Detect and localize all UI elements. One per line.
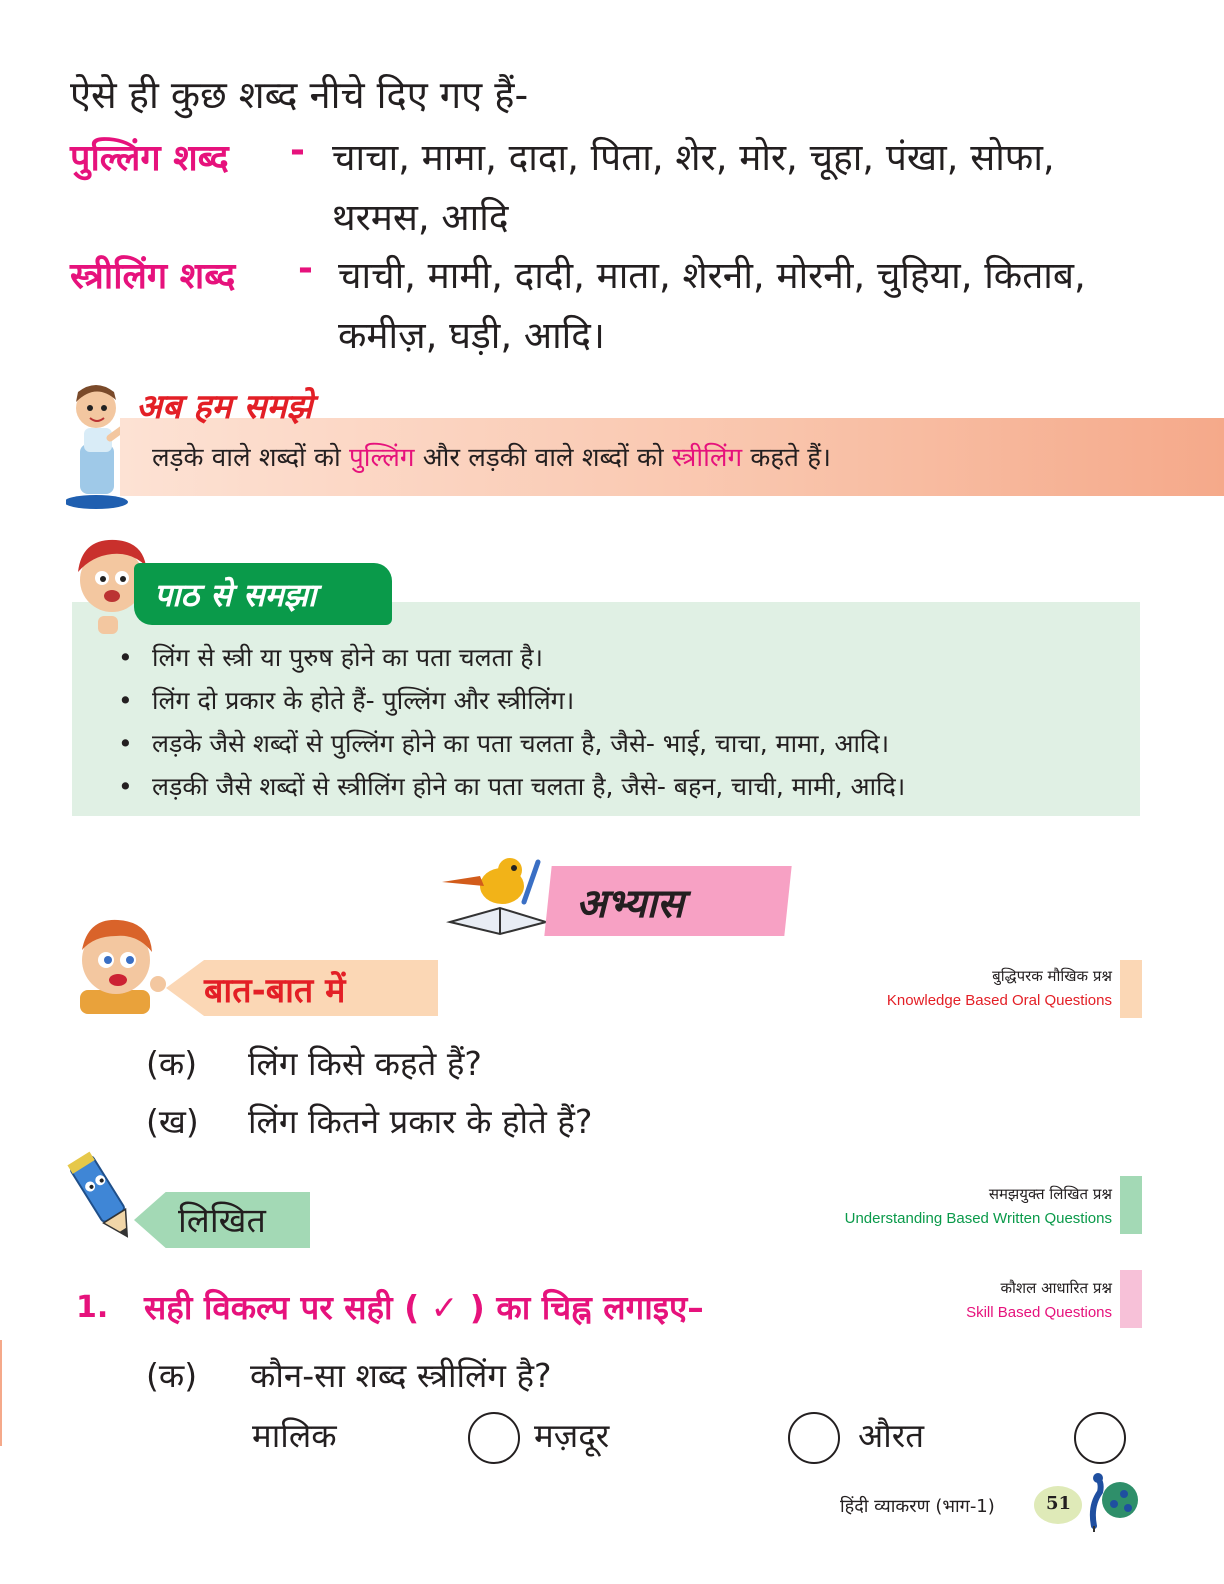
written-label-english: Understanding Based Written Questions — [844, 1210, 1112, 1227]
option-checkbox[interactable] — [468, 1412, 520, 1464]
oral-question-marker: (ख) — [146, 1102, 199, 1141]
feminine-words-line2: कमीज़, घड़ी, आदि। — [338, 314, 605, 357]
option-label: औरत — [858, 1416, 925, 1455]
skill-label-english: Skill Based Questions — [966, 1304, 1112, 1321]
likhit-heading: लिखित — [178, 1201, 266, 1241]
oral-question-marker: (क) — [146, 1044, 198, 1083]
summary-point: • लड़की जैसे शब्दों से स्त्रीलिंग होने का पता चलता है, जैसे- बहन, चाची, मामी, आदि। — [152, 765, 905, 808]
option-checkbox[interactable] — [788, 1412, 840, 1464]
masculine-label: पुल्लिंग शब्द — [70, 138, 229, 179]
feminine-dash: - — [298, 248, 313, 289]
definition-banner — [120, 418, 1224, 496]
oral-question-text: लिंग किसे कहते हैं? — [248, 1044, 482, 1083]
option-checkbox[interactable] — [1074, 1412, 1126, 1464]
sub-question-text: कौन-सा शब्द स्त्रीलिंग है? — [250, 1356, 552, 1395]
skill-label-hindi: कौशल आधारित प्रश्न — [1000, 1279, 1112, 1297]
sub-question-marker: (क) — [146, 1356, 198, 1395]
abhyas-heading: अभ्यास — [576, 880, 684, 927]
boy-waving-illustration — [72, 910, 168, 1014]
oral-label-english: Knowledge Based Oral Questions — [886, 992, 1112, 1009]
masculine-dash: - — [290, 130, 305, 171]
book-title: हिंदी व्याकरण (भाग-1) — [840, 1496, 995, 1517]
question-number: 1. — [76, 1290, 109, 1325]
skill-label-bar — [1120, 1270, 1142, 1328]
oral-question-label — [887, 966, 1112, 1009]
term-pulling: पुल्लिंग — [348, 443, 415, 473]
masculine-words-line2: थरमस, आदि — [332, 196, 509, 239]
masculine-words-line1: चाचा, मामा, दादा, पिता, शेर, मोर, चूहा, पंखा, सोफा, — [332, 136, 1055, 179]
page-number: 51 — [1046, 1493, 1072, 1514]
option-label: मालिक — [252, 1416, 337, 1455]
ab-ham-samjhe-heading: अब हम समझे — [136, 387, 313, 427]
definition-text — [152, 438, 831, 474]
written-label-bar — [1120, 1176, 1142, 1234]
summary-list — [72, 636, 905, 808]
oral-question-text: लिंग कितने प्रकार के होते हैं? — [248, 1102, 593, 1141]
margin-line — [0, 1340, 2, 1446]
bird-writing-illustration — [440, 852, 552, 936]
intro-line: ऐसे ही कुछ शब्द नीचे दिए गए हैं- — [70, 73, 529, 117]
definition-text-mid: और लड़की वाले शब्दों को — [422, 443, 664, 473]
oral-label-bar — [1120, 960, 1142, 1018]
feminine-words-line1: चाची, मामी, दादी, माता, शेरनी, मोरनी, चुहिया, किताब, — [338, 254, 1086, 297]
peacock-icon — [1080, 1470, 1140, 1534]
definition-text-before: लड़के वाले शब्दों को — [152, 443, 341, 473]
path-se-samjha-heading: पाठ से समझा — [154, 576, 317, 614]
written-question-label — [845, 1184, 1112, 1227]
summary-box — [72, 602, 1140, 816]
baat-baat-mein-heading: बात-बात में — [204, 971, 346, 1011]
term-striling: स्त्रीलिंग — [671, 443, 743, 473]
summary-point: • लिंग से स्त्री या पुरुष होने का पता चलता है। — [152, 636, 905, 679]
summary-point: • लड़के जैसे शब्दों से पुल्लिंग होने का पता चलता है, जैसे- भाई, चाचा, मामा, आदि। — [152, 722, 905, 765]
written-label-hindi: समझयुक्त लिखित प्रश्न — [988, 1185, 1112, 1203]
option-label: मज़दूर — [534, 1416, 610, 1455]
summary-point: • लिंग दो प्रकार के होते हैं- पुल्लिंग और स्त्रीलिंग। — [152, 679, 905, 722]
path-se-samjha-tag — [134, 563, 392, 625]
pencil-illustration — [62, 1148, 142, 1248]
skill-question-label — [966, 1278, 1112, 1321]
definition-text-after: कहते हैं। — [750, 443, 831, 473]
question-instruction: सही विकल्प पर सही ( ✓ ) का चिह्न लगाइए– — [144, 1288, 704, 1327]
oral-label-hindi: बुद्धिपरक मौखिक प्रश्न — [992, 967, 1112, 985]
feminine-label: स्त्रीलिंग शब्द — [70, 256, 236, 297]
